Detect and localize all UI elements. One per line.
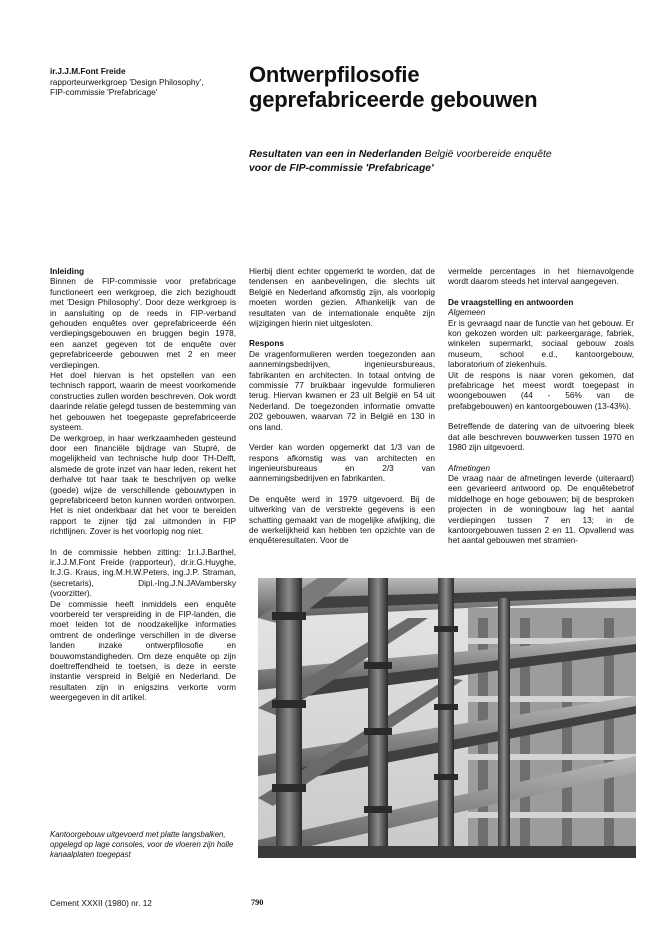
author-affiliation: FIP-commissie 'Prefabricage' (50, 87, 158, 97)
title-line-1: Ontwerpfilosofie (249, 62, 420, 87)
section-heading-inleiding: Inleiding (50, 266, 85, 276)
building-photo (258, 578, 636, 858)
figure-caption: Kantoorgebouw uitgevoerd met platte langsbalken, opgelegd op lage consoles, voor de vloeren zijn holle kanaalplaten toegepast (50, 830, 234, 859)
column-2 (249, 266, 435, 556)
paragraph: Hierbij dient echter opgemerkt te worden, dat de tendensen en aanbevelingen, die slechts uit België en Nederland afkomstig zijn, als voorlopig moeten worden gezien. Afhankelijk van de resultaten van de internationale enquête zijn wijzigingen hierin niet uitgesloten. (249, 266, 435, 329)
paragraph: Er is gevraagd naar de functie van het gebouw. Er kon gekozen worden uit: parkeergarage, fabriek, winkelen supermarkt, sociaal gebouw zoals museum, school e.d., kantoorgebouw, laboratorium of ziekenhuis. (448, 317, 634, 370)
subheading-afmetingen: Afmetingen (448, 462, 490, 473)
section-heading-respons: Respons (249, 338, 285, 349)
paragraph: Het doel hiervan is het opstellen van een technisch rapport, waarin de meest voorkomende constructies zullen worden beschreven. Ook wordt daarinde relatie gelegd tussen de bestemming van het gebouwen het toegepaste geprefabriceerde systeem. (50, 370, 236, 433)
author-name: ir.J.J.M.Font Freide (50, 66, 126, 76)
page-number: 790 (251, 898, 264, 907)
construction-frame-illustration (258, 578, 636, 858)
author-block (50, 66, 240, 98)
journal-footer: Cement XXXII (1980) nr. 12 (50, 898, 152, 908)
paragraph: Binnen de FIP-commissie voor prefabricage functioneert een werkgroep, die zich bezighoudt met 'Design Philosophy'. Door deze werkgroep is in aansluiting op de reeds in FIP-verband gehouden enquêtes over geprefabriceerde één verdiepingsgebouwen en bruggen begin 1978, een aanzet gegeven tot de enquête over geprefabriceerde gebouwen met 2 en meer verdiepingen. (50, 276, 236, 370)
paragraph: De vragenformulieren werden toegezonden aan aannemingsbedrijven, ingenieursbureaus, fabrikanten en architecten. In totaal ontving de commissie 77 bruikbaar ingevulde formulieren terug. Hiervan kwamen er 23 uit België en 54 uit Nederland. De toegezonden informatie omvatte 202 gebouwen, waarvan 72 in België en 130 in ons land. (249, 348, 435, 432)
paragraph: vermelde percentages in het hiernavolgende wordt daarom steeds het interval aangegeven. (448, 266, 634, 287)
paragraph: Betreffende de datering van de uitvoering bleek dat alle beschreven bouwwerken tussen 1970 en 1980 zijn uitgevoerd. (448, 421, 634, 453)
subtitle-regular: België voorbereide enquête (421, 149, 552, 160)
paragraph: Uit de respons is naar voren gekomen, dat prefabricage het meest wordt toegepast in woongebouwen (44 - 56% van de prefabgebouwen) en kantoorgebouwen (13-43%). (448, 369, 634, 411)
paragraph: De werkgroep, in haar werkzaamheden gesteund door een financiële bijdrage van Stupré, de mogelijkheid van technische hulp door TH-Delft, alsmede de grote inzet van haar leden, rekent het derhalve tot haar taak te beschrijven op welke (goede) wijze de verschillende gebouwtypen in geprefabriceerd beton kunnen worden ontworpen. Het is niet onderkbaar dat het voor te bereiden rapport te zijner tijd zal uitmonden in FIP richtlijnen. Zover is het voorlopig nog niet. (50, 432, 236, 537)
article-title (249, 62, 649, 112)
subtitle-bold: Resultaten van een in Nederlanden (249, 149, 422, 160)
paragraph: De enquête werd in 1979 uitgevoerd. Bij de uitwerking van de verstrekte gegevens is een schatting gemaakt van de mogelijke afwijking, die de werkelijkheid kan hebben ten opzichte van de enquêteresultaten. Voor de (249, 493, 435, 546)
subheading-algemeen: Algemeen (448, 307, 486, 318)
author-role: rapporteurwerkgroep 'Design Philosophy', (50, 76, 204, 87)
column-1 (50, 266, 236, 713)
section-heading-vraagstelling: De vraagstelling en antwoorden (448, 296, 574, 307)
paragraph: De vraag naar de afmetingen leverde (uiteraard) een gevarieerd antwoord op. De enquêtebetrof middelhoge en hoge gebouwen; bij de besproken projecten in de woningbouw lag het aantal verdiepingen tussen 7 en 13; in de kantoorgebouwen tussen 2 en 11. Opvallend was het aantal gebouwen met stramien- (448, 472, 634, 546)
title-line-2: geprefabriceerde gebouwen (249, 87, 538, 112)
article-subtitle (249, 148, 639, 176)
paragraph: De commissie heeft inmiddels een enquête voorbereid ter verspreiding in de FIP-landen, die moet leiden tot de noodzakelijke informaties omtrent de onderlinge verschillen in de diverse landen inzake ontwerpfilosofie en bouwomstandigheden. Om deze enquête op zijn doeltreffendheid te toetsen, is deze in eerste instantie verspreid in België en Nederland. De resultaten zijn in enigszins verkorte vorm weergegeven in dit artikel. (50, 598, 236, 703)
paragraph: Verder kan worden opgemerkt dat 1/3 van de respons afkomstig was van architecten en ingenieursbureaus en 2/3 van aannemingsbedrijven en fabrikanten. (249, 442, 435, 484)
column-3 (448, 266, 634, 546)
paragraph: In de commissie hebben zitting: 1r.I.J.Barthel, ir.J.J.M.Font Freide (rapporteur), dr.ir.G.Huyghe, Ir.J.G. Kraus, ing.M.H.W.Peters, ing.J.P. Straman, (secretaris), Dipl.-Ing.J.N.JAVambersky (voorzitter). (50, 546, 236, 599)
subtitle-line-2: voor de FIP-commissie 'Prefabricage' (249, 163, 434, 174)
